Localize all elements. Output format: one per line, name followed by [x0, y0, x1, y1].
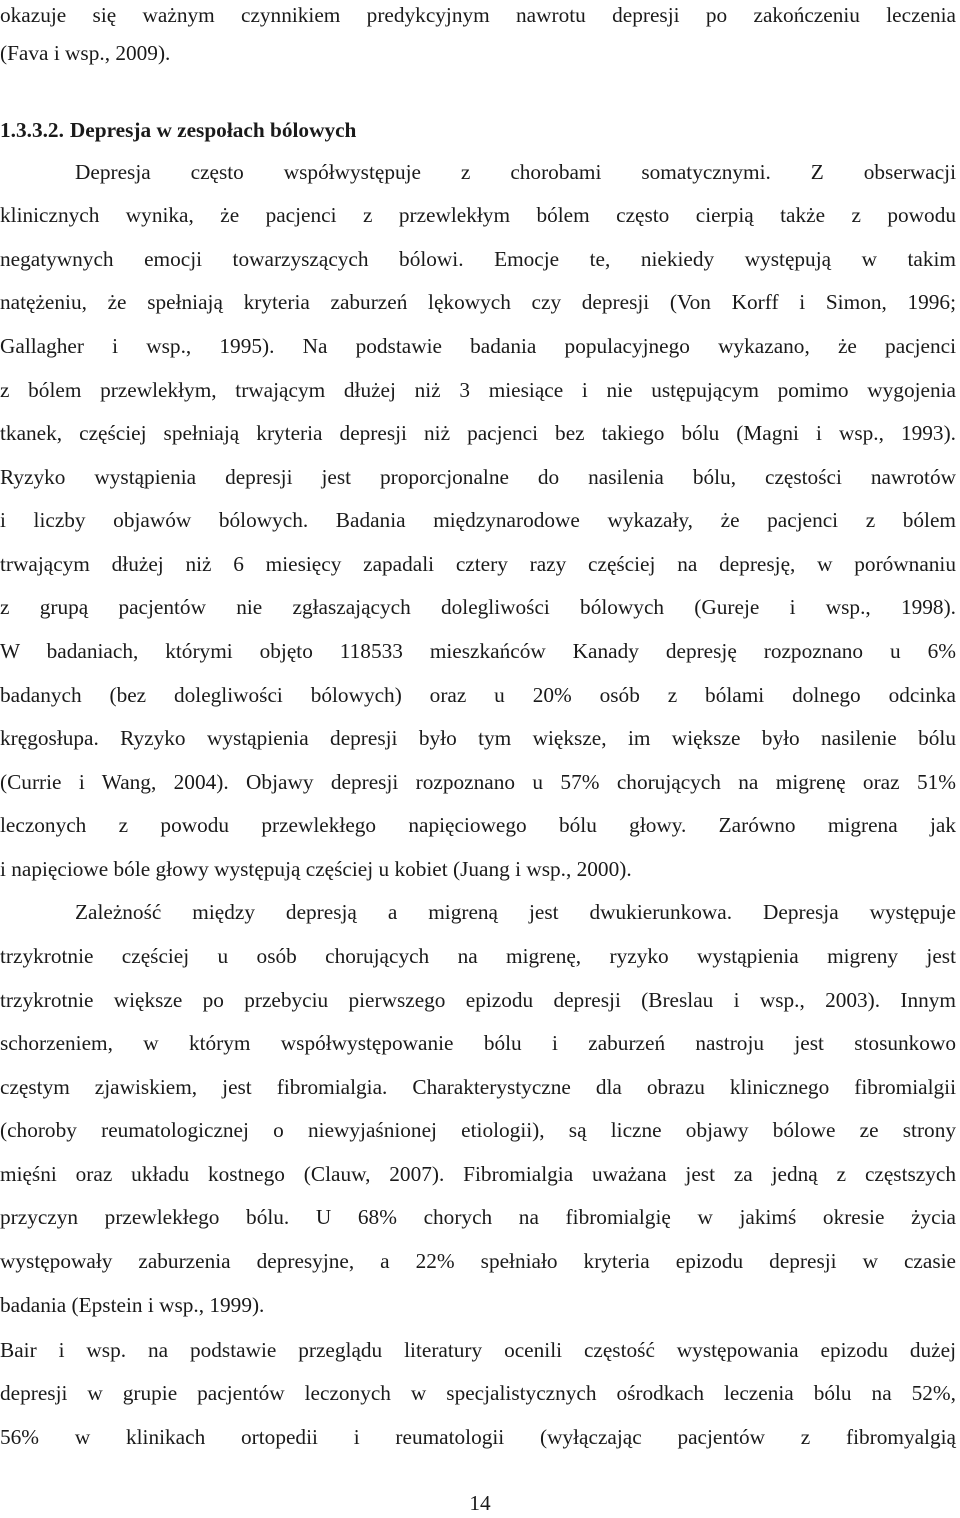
- text-line: klinicznych wynika, że pacjenci z przewlekłym bólem często cierpią także z powodu: [0, 203, 956, 227]
- text-line: i napięciowe bóle głowy występują częściej u kobiet (Juang i wsp., 2000).: [0, 857, 632, 881]
- section-number: 1.3.3.2.: [0, 118, 64, 142]
- text-line: Ryzyko wystąpienia depresji jest proporcjonalne do nasilenia bólu, częstości nawrotów: [0, 465, 956, 489]
- text-line: z bólem przewlekłym, trwającym dłużej niż 3 miesiące i nie ustępującym pomimo wygojenia: [0, 378, 956, 402]
- text-line: schorzeniem, w którym współwystępowanie bólu i zaburzeń nastroju jest stosunkowo: [0, 1031, 956, 1055]
- text-line: okazuje się ważnym czynnikiem predykcyjnym nawrotu depresji po zakończeniu leczenia: [0, 3, 956, 27]
- text-line: natężeniu, że spełniają kryteria zaburzeń lękowych czy depresji (Von Korff i Simon, 1996;: [0, 290, 956, 314]
- text-line: trwającym dłużej niż 6 miesięcy zapadali cztery razy częściej na depresję, w porównaniu: [0, 552, 956, 576]
- text-line: występowały zaburzenia depresyjne, a 22% spełniało kryteria epizodu depresji w czasie: [0, 1249, 956, 1273]
- text-line: trzykrotnie większe po przebyciu pierwszego epizodu depresji (Breslau i wsp., 2003). Innym: [0, 988, 956, 1012]
- text-line: W badaniach, którymi objęto 118533 mieszkańców Kanady depresję rozpoznano u 6%: [0, 639, 956, 663]
- text-line: Bair i wsp. na podstawie przeglądu literatury ocenili częstość występowania epizodu dużej: [0, 1338, 956, 1362]
- text-line: Depresja często współwystępuje z chorobami somatycznymi. Z obserwacji: [75, 160, 956, 184]
- text-line: trzykrotnie częściej u osób chorujących na migrenę, ryzyko wystąpienia migreny jest: [0, 944, 956, 968]
- text-line: badania (Epstein i wsp., 1999).: [0, 1293, 265, 1317]
- text-line: leczonych z powodu przewlekłego napięciowego bólu głowy. Zarówno migrena jak: [0, 813, 956, 837]
- text-line: 56% w klinikach ortopedii i reumatologii (wyłączając pacjentów z fibromyalgią: [0, 1425, 956, 1449]
- text-line: Gallagher i wsp., 1995). Na podstawie badania populacyjnego wykazano, że pacjenci: [0, 334, 956, 358]
- text-line: przyczyn przewlekłego bólu. U 68% chorych na fibromialgię w jakimś okresie życia: [0, 1205, 956, 1229]
- text-line: z grupą pacjentów nie zgłaszających dolegliwości bólowych (Gureje i wsp., 1998).: [0, 595, 956, 619]
- text-line: (Fava i wsp., 2009).: [0, 41, 171, 65]
- text-line: negatywnych emocji towarzyszących bólowi. Emocje te, niekiedy występują w takim: [0, 247, 956, 271]
- text-line: mięśni oraz układu kostnego (Clauw, 2007). Fibromialgia uważana jest za jedną z częstszych: [0, 1162, 956, 1186]
- section-heading: [0, 115, 356, 145]
- text-line: tkanek, częściej spełniają kryteria depresji niż pacjenci bez takiego bólu (Magni i wsp., 1993).: [0, 421, 956, 445]
- text-line: częstym zjawiskiem, jest fibromialgia. Charakterystyczne dla obrazu klinicznego fibromialgii: [0, 1075, 956, 1099]
- text-line: badanych (bez dolegliwości bólowych) oraz u 20% osób z bólami dolnego odcinka: [0, 683, 956, 707]
- text-line: i liczby objawów bólowych. Badania międzynarodowe wykazały, że pacjenci z bólem: [0, 508, 956, 532]
- page-number: 14: [469, 1491, 491, 1515]
- text-line: (Currie i Wang, 2004). Objawy depresji rozpoznano u 57% chorujących na migrenę oraz 51%: [0, 770, 956, 794]
- text-line: Zależność między depresją a migreną jest dwukierunkowa. Depresja występuje: [75, 900, 956, 924]
- text-line: depresji w grupie pacjentów leczonych w specjalistycznych ośrodkach leczenia bólu na 52%,: [0, 1381, 956, 1405]
- text-line: kręgosłupa. Ryzyko wystąpienia depresji było tym większe, im większe było nasilenie bólu: [0, 726, 956, 750]
- text-line: (choroby reumatologicznej o niewyjaśnionej etiologii), są liczne objawy bólowe ze strony: [0, 1118, 956, 1142]
- section-title: Depresja w zespołach bólowych: [69, 118, 357, 142]
